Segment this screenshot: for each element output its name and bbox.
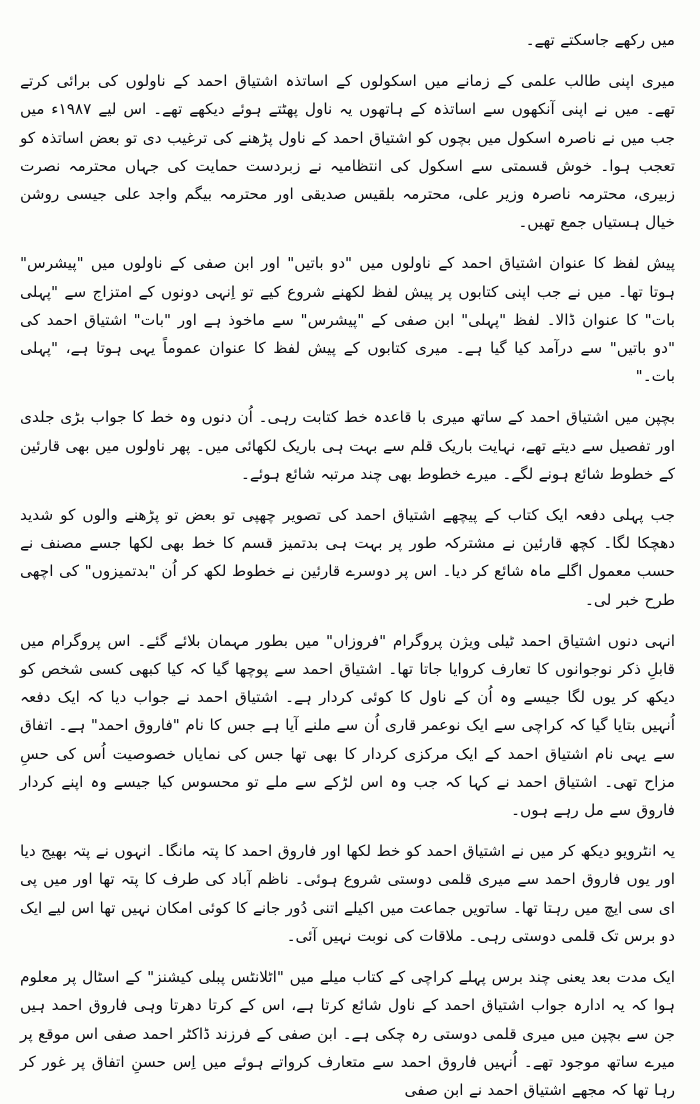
paragraph-5: جب پہلی دفعہ ایک کتاب کے پیچھے اشتیاق احمد کی تصویر چھپی تو بعض تو پڑھنے والوں کو شدید دھچکا لگا۔ کچھ قارئین نے مشترکہ طور پر بہت ہی بدتمیز قسم کا خط بھی لکھا جسے مصنف نے حسب معمول اگلے ماہ شائع کر دیا۔ اس پر دوسرے قارئین نے خطوط لکھ کر اُن "بدتمیزوں" کی اچھی طرح خبر لی۔ — [20, 506, 675, 609]
paragraph-6: انہی دنوں اشتیاق احمد ٹیلی ویژن پروگرام "فروزاں" میں بطور مہمان بلائے گئے۔ اس پروگرام میں قابلِ ذکر نوجوانوں کا تعارف کروایا جاتا تھا۔ اشتیاق احمد سے پوچھا گیا کہ کیا کبھی کسی شخص کو دیکھ کر یوں لگا جیسے وہ اُن کے ناول کا کوئی کردار ہے۔ اشتیاق احمد نے جواب دیا کہ ایک دفعہ اُنہیں بتایا گیا کہ کراچی سے ایک نوعمر قاری اُن سے ملنے آیا ہے جس کا نام "فاروق احمد" ہے۔ اتفاق سے یہی نام اشتیاق احمد کے ایک مرکزی کردار کا بھی تھا جس کی نمایاں خصوصیت اُس کی حسِ مزاح تھی۔ اشتیاق احمد نے کہا کہ جب وہ اس لڑکے سے ملے تو محسوس کیا جیسے وہ اپنے کردار فاروق سے مل رہے ہوں۔ — [20, 631, 675, 820]
paragraph-3: پیش لفظ کا عنوان اشتیاق احمد کے ناولوں میں "دو باتیں" اور ابن صفی کے ناولوں میں "پیشرس" ہوتا تھا۔ میں نے جب اپنی کتابوں پر پیش لفظ لکھنے شروع کیے تو اِنہی دونوں کے امتزاج سے "پہلی بات" کا عنوان ڈالا۔ لفظ "پہلی" ابن صفی کے "پیشرس" سے ماخوذ ہے اور "بات" اشتیاق احمد کی "دو باتیں" سے درآمد کیا گیا ہے۔ میری کتابوں کے پیش لفظ کا عنوان عموماً یہی ہوتا ہے، "پہلی بات۔" — [20, 254, 675, 386]
paragraph-8: ایک مدت بعد یعنی چند برس پہلے کراچی کے کتاب میلے میں "اٹلانٹس پبلی کیشنز" کے اسٹال پر معلوم ہوا کہ یہ ادارہ جواب اشتیاق احمد کے ناول شائع کرتا ہے، اس کے کرتا دھرتا وہی فاروق احمد ہیں جن سے بچپن میں میری قلمی دوستی رہ چکی ہے۔ ابن صفی کے فرزند ڈاکٹر احمد صفی اس موقع پر میرے ساتھ موجود تھے۔ اُنہیں فاروق احمد سے متعارف کرواتے ہوئے میں اِس حسنِ اتفاق پر غور کر رہا تھا کہ مجھے اشتیاق احمد نے ابن صفی — [20, 968, 675, 1099]
paragraph-4: بچپن میں اشتیاق احمد کے ساتھ میری با قاعدہ خط کتابت رہی۔ اُن دنوں وہ خط کا جواب بڑی جلدی اور تفصیل سے دیتے تھے، نہایت باریک قلم سے بہت ہی باریک لکھائی میں۔ پھر ناولوں میں بھی قارئین کے خطوط شائع ہونے لگے۔ میرے خطوط بھی چند مرتبہ شائع ہوئے۔ — [20, 408, 675, 483]
paragraph-7: یہ انٹرویو دیکھ کر میں نے اشتیاق احمد کو خط لکھا اور فاروق احمد کا پتہ مانگا۔ انہوں نے پتہ بھیج دیا اور یوں فاروق احمد سے میری قلمی دوستی شروع ہوئی۔ ناظم آباد کی طرف کا پتہ تھا اور میں پی ای سی ایچ میں رہتا تھا۔ ساتویں جماعت میں اکیلے اتنی دُور جانے کا کوئی امکان نہیں تھا اس لیے ایک دو برس تک قلمی دوستی رہی۔ ملاقات کی نوبت نہیں آئی۔ — [20, 842, 675, 945]
paragraph-2: میری اپنی طالب علمی کے زمانے میں اسکولوں کے اساتذہ اشتیاق احمد کے ناولوں کی برائی کرتے تھے۔ میں نے اپنی آنکھوں سے اساتذہ کے ہاتھوں یہ ناول پھٹتے ہوئے دیکھے تھے۔ اس لیے ۱۹۸۷ء میں جب میں نے ناصرہ اسکول میں بچوں کو اشتیاق احمد کے ناول پڑھنے کی ترغیب دی تو بعض اساتذہ کو تعجب ہوا۔ خوش قسمتی سے اسکول کی انتظامیہ نے زبردست حمایت کی جہاں محترمہ نصرت زبیری، محترمہ ناصرہ وزیر علی، محترمہ بلقیس صدیقی اور محترمہ بیگم واجد علی جیسی روشن خیال ہستیاں جمع تھیں۔ — [20, 72, 675, 232]
paragraph-1: میں رکھے جاسکتے تھے۔ — [525, 31, 675, 49]
document-text-body — [20, 26, 675, 1104]
